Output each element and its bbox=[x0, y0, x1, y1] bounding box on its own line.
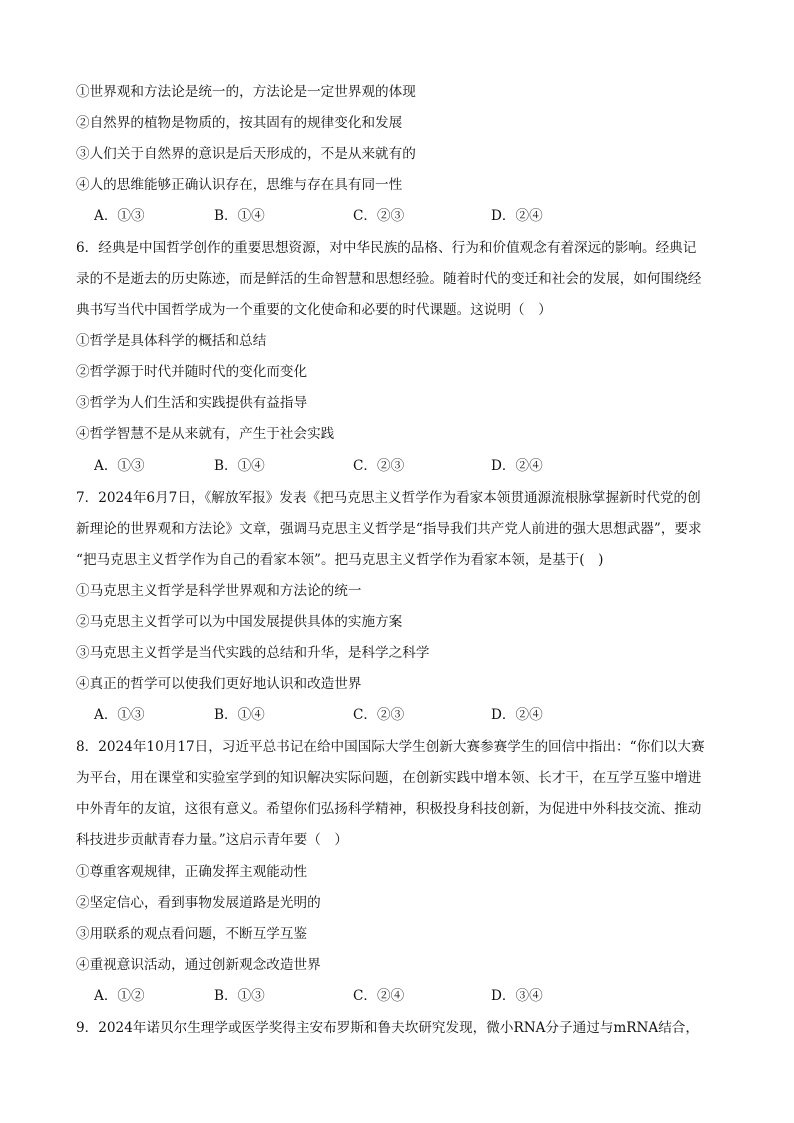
q7-option-d: D．②④ bbox=[491, 707, 543, 723]
q6-option-d: D．②④ bbox=[491, 458, 543, 474]
q7-stem-line-2: 新理论的世界观和方法论》文章，强调马克思主义哲学是“指导我们共产党人前进的强大思想武器”，要求 bbox=[76, 521, 702, 537]
q7-item-2: ②马克思主义哲学可以为中国发展提供具体的实施方案 bbox=[76, 614, 403, 630]
q5-item-2: ②自然界的植物是物质的，按其固有的规律变化和发展 bbox=[76, 115, 403, 131]
q8-option-a: A．①② bbox=[94, 988, 145, 1004]
q7-item-4: ④真正的哲学可以使我们更好地认识和改造世界 bbox=[76, 676, 362, 692]
q6-item-1: ①哲学是具体科学的概括和总结 bbox=[76, 333, 267, 349]
q5-option-b: B．①④ bbox=[214, 208, 265, 224]
q6-option-a: A．①③ bbox=[94, 458, 145, 474]
q6-stem-line-2: 录的不是逝去的历史陈迹，而是鲜活的生命智慧和思想经验。随着时代的变迁和社会的发展，如何围绕经 bbox=[76, 271, 702, 287]
q5-option-a: A．①③ bbox=[94, 208, 145, 224]
q5-item-3: ③人们关于自然界的意识是后天形成的，不是从来就有的 bbox=[76, 146, 416, 162]
q7-item-3: ③马克思主义哲学是当代实践的总结和升华，是科学之科学 bbox=[76, 645, 430, 661]
q6-item-4: ④哲学智慧不是从来就有，产生于社会实践 bbox=[76, 426, 335, 442]
q8-option-c: C．②④ bbox=[353, 988, 405, 1004]
q7-option-c: C．②③ bbox=[353, 707, 405, 723]
q8-item-2: ②坚定信心，看到事物发展道路是光明的 bbox=[76, 895, 321, 911]
q6-stem-line-1: 6．经典是中国哲学创作的重要思想资源，对中华民族的品格、行为和价值观念有着深远的影响。经典记 bbox=[76, 240, 697, 256]
q8-item-1: ①尊重客观规律，正确发挥主观能动性 bbox=[76, 864, 308, 880]
q5-option-d: D．②④ bbox=[491, 208, 543, 224]
q6-stem-line-3: 典书写当代中国哲学成为一个重要的文化使命和必要的时代课题。这说明（ ） bbox=[76, 302, 552, 318]
q8-option-b: B．①③ bbox=[214, 988, 265, 1004]
q7-item-1: ①马克思主义哲学是科学世界观和方法论的统一 bbox=[76, 583, 362, 599]
q5-item-4: ④人的思维能够正确认识存在，思维与存在具有同一性 bbox=[76, 177, 403, 193]
q6-option-c: C．②③ bbox=[353, 458, 405, 474]
q8-item-3: ③用联系的观点看问题，不断互学互鉴 bbox=[76, 926, 308, 942]
q6-item-3: ③哲学为人们生活和实践提供有益指导 bbox=[76, 395, 308, 411]
q8-option-d: D．③④ bbox=[491, 988, 543, 1004]
q8-stem-line-1: 8．2024年10月17日，习近平总书记在给中国国际大学生创新大赛参赛学生的回信中指出：“你们以大赛 bbox=[76, 739, 705, 755]
q6-item-2: ②哲学源于时代并随时代的变化而变化 bbox=[76, 364, 308, 380]
q8-stem-line-3: 中外青年的友谊，这很有意义。希望你们弘扬科学精神，积极投身科技创新，为促进中外科技交流、推动 bbox=[76, 801, 702, 817]
q5-option-c: C．②③ bbox=[353, 208, 405, 224]
q8-stem-line-4: 科技进步贡献青春力量。”这启示青年要（ ） bbox=[76, 832, 349, 848]
q8-item-4: ④重视意识活动，通过创新观念改造世界 bbox=[76, 957, 321, 973]
q5-item-1: ①世界观和方法论是统一的，方法论是一定世界观的体现 bbox=[76, 84, 416, 100]
q7-stem-line-3: “把马克思主义哲学作为自己的看家本领”。把马克思主义哲学作为看家本领，是基于( ) bbox=[76, 552, 604, 568]
q7-stem-line-1: 7．2024年6月7日，《解放军报》发表《把马克思主义哲学作为看家本领贯通源流根脉掌握新时代党的创 bbox=[76, 490, 701, 506]
q6-option-b: B．①④ bbox=[214, 458, 265, 474]
q7-option-b: B．①④ bbox=[214, 707, 265, 723]
q8-stem-line-2: 为平台，用在课堂和实验室学到的知识解决实际问题，在创新实践中增本领、长才干，在互学互鉴中增进 bbox=[76, 770, 702, 786]
q9-stem-line-1: 9．2024年诺贝尔生理学或医学奖得主安布罗斯和鲁夫坎研究发现，微小RNA分子通过与mRNA结合， bbox=[76, 1020, 699, 1036]
q7-option-a: A．①③ bbox=[94, 707, 145, 723]
